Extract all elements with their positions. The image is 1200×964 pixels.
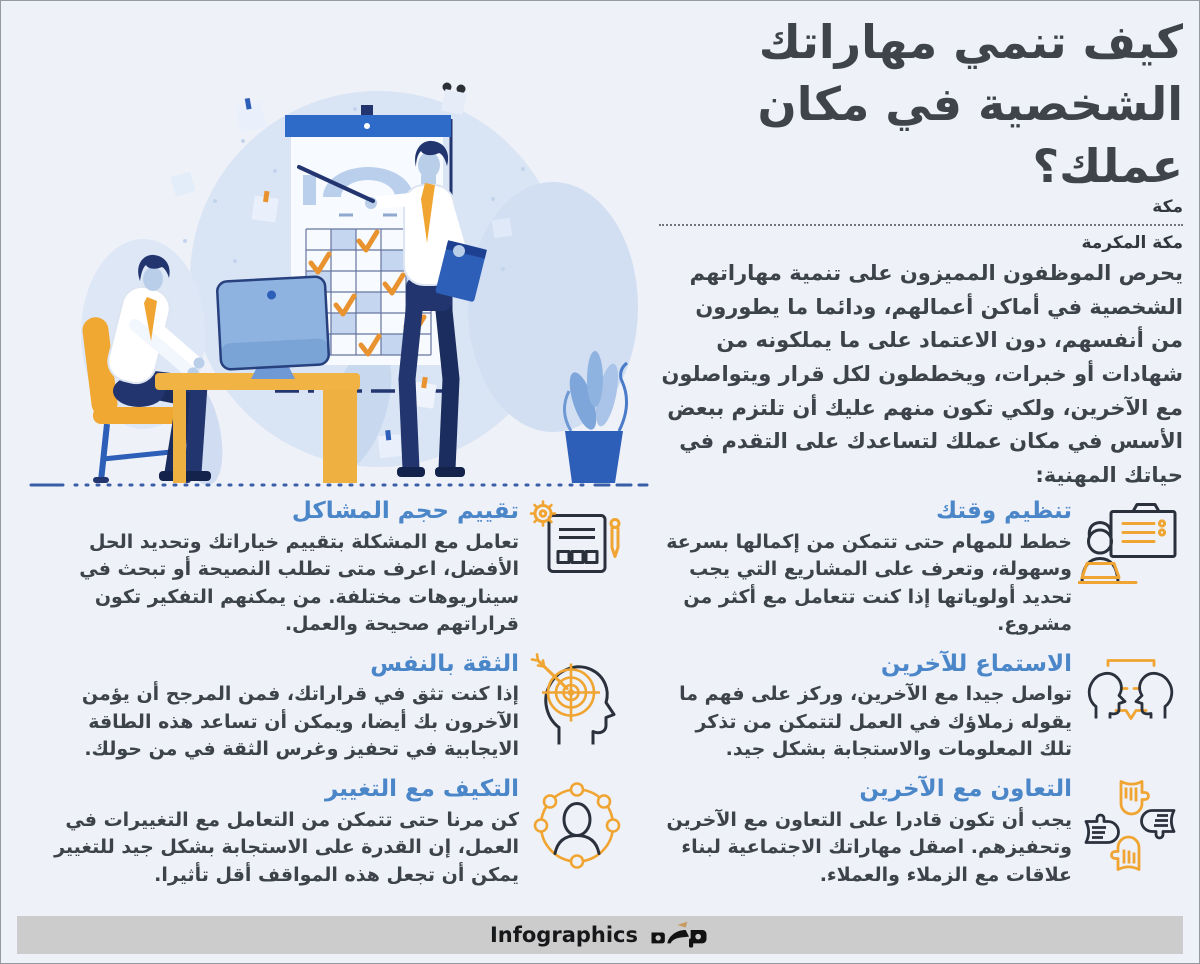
section-title: الاستماع للآخرين xyxy=(880,650,1072,677)
section-title: التكيف مع التغيير xyxy=(324,776,519,803)
byline: مكة xyxy=(1152,197,1183,218)
section-body: تواصل جيدا مع الآخرين، وركز على فهم ما يقوله زملاؤك في العمل لتتمكن من تذكر تلك المعلومات والاستجابة بشكل جيد. xyxy=(679,683,1072,761)
section-body: تعامل مع المشكلة بتقييم خياراتك وتحديد الحل الأفضل، اعرف متى تطلب النصيحة أو تبحث في سيناريوهات مختلفة. من يمكنهم التفكير تكون قراراتهم صحيحة والعمل. xyxy=(79,530,519,636)
dateline: مكة المكرمة xyxy=(1081,233,1183,254)
makkah-logo xyxy=(648,920,710,950)
sections-column-right xyxy=(658,498,1183,889)
workplace-illustration xyxy=(23,79,653,497)
conversation-heads-icon xyxy=(1078,651,1183,749)
section-title: تقييم حجم المشاكل xyxy=(291,498,519,524)
section-text xyxy=(658,498,1072,639)
sections-column-left xyxy=(17,498,630,889)
section-collaboration xyxy=(658,776,1183,889)
section-body: كن مرنا حتى تتمكن من التعامل مع التغييرات في العمل، إن القدرة على الاستجابة بشكل جيد للتغيير يمكن أن تجعل هذه المواقف أقل تأثيرا. xyxy=(54,808,519,886)
section-text xyxy=(658,651,1072,764)
section-body: خطط للمهام حتى تتمكن من إكمالها بسرعة وسهولة، وتعرف على المشاريع التي يجب تحديد أولوياتها إذا كنت تتعامل مع أكثر من مشروع. xyxy=(666,530,1072,636)
presenter-board-icon xyxy=(1078,498,1183,596)
section-body: يجب أن تكون قادرا على التعاون مع الآخرين وتحفيزهم. اصقل مهاراتك الاجتماعية لبناء علاقات مع الزملاء والعملاء. xyxy=(666,808,1072,886)
section-title: الثقة بالنفس xyxy=(370,650,519,677)
section-listening xyxy=(658,651,1183,764)
section-text xyxy=(658,776,1072,889)
section-text xyxy=(17,651,519,764)
sections-grid xyxy=(17,498,1183,889)
intro-paragraph: يحرص الموظفون المميزون على تنمية مهاراتهم الشخصية في أماكن أعمالهم، ودائما ما يطورون من أنفسهم، دون الاعتماد على ما يملكونه من شهادات أو خبرات، ويخططون لكل قرار ويتواصلون مع الآخرين، ولكي تكون منهم عليك أن تلتزم ببعض الأسس في مكان عملك لتساعدك على التقدم في حياتك المهنية: xyxy=(661,261,1183,487)
section-self-confidence xyxy=(17,651,630,764)
section-adapt-change xyxy=(17,776,630,889)
section-evaluate-problems xyxy=(17,498,630,639)
header xyxy=(659,11,1183,492)
section-body: إذا كنت تثق في قراراتك، فمن المرجح أن يؤمن الآخرون بك أيضا، ويمكن أن تساعد هذه الطاقة الايجابية في تحفيز وغرس الثقة في من حولك. xyxy=(81,683,519,761)
teamwork-hands-icon xyxy=(1078,776,1183,874)
footer-label: Infographics xyxy=(489,923,638,947)
document-gear-icon xyxy=(525,498,630,596)
footer-bar xyxy=(17,916,1183,954)
page-title: كيف تنمي مهاراتك الشخصية في مكان عملك؟ xyxy=(757,15,1183,194)
desk xyxy=(155,373,360,483)
section-organize-time xyxy=(658,498,1183,639)
person-network-icon xyxy=(525,776,630,874)
workplace-illustration-svg xyxy=(23,79,653,497)
head-target-icon xyxy=(525,651,630,749)
section-text xyxy=(17,776,519,889)
section-title: تنظيم وقتك xyxy=(935,498,1072,524)
computer-monitor xyxy=(217,276,329,379)
section-text xyxy=(17,498,519,639)
section-title: التعاون مع الآخرين xyxy=(859,776,1072,803)
